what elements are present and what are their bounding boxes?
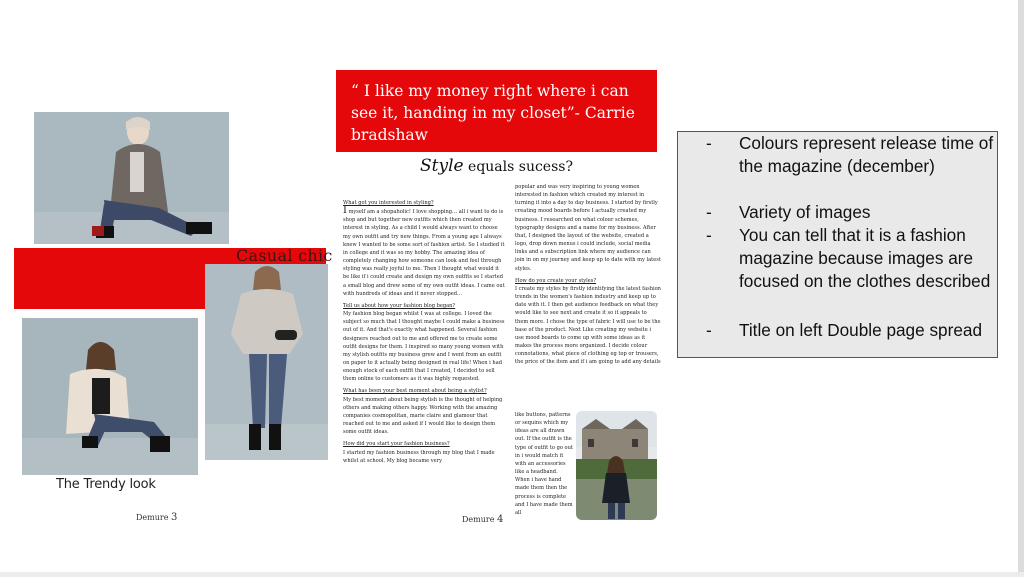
note-text: Variety of images — [739, 202, 871, 222]
pull-quote: “ I like my money right where i can see it, handing in my closet”- Carrie bradshaw — [351, 82, 635, 144]
photo-model-standing-knit — [205, 264, 328, 460]
note-text: Title on left Double page spread — [739, 320, 983, 340]
interview-answer: My fashion blog began whilst I was at college. I loved the subject so much that I thought maybe I could make a business out of it. And that's exactly what happened. Several fashion designers reached out to me and offered me to create some outfit designs for them. I inspired so many young women with my stylish outfits my business grew and I went from an outfit on paper to it actually being designed in real life! When i had enough stock of each outfit that I created, I decided to sell them online to customers as it was highly requested. — [343, 311, 505, 383]
note-text: You can tell that it is a fashion magazine because images are focused on the clothes described — [739, 225, 991, 292]
footer-label: Demure — [136, 513, 169, 522]
bullet-dash: - — [706, 202, 712, 222]
photo-model-sitting-cardigan — [34, 112, 229, 244]
page-number: 3 — [171, 512, 178, 523]
page-footer-right — [462, 514, 503, 525]
interview-question: How do you create your styles? — [515, 277, 597, 284]
bullet-dash: - — [706, 320, 712, 340]
answer-text: myself am a shopaholic! I love shopping… all i want to do is shop and but together new outfits which then created my interest in styling. As a child I would always want to choose my own outfit and try new things. From a young age I always knew I wanted to be some sort of fashion artist. So I studied it in college and it was so my hobby. The amazing idea of completely changing how someone can look and feel through styling was really joyful to me. Then I thought what would it be like if i could create and design my own outfits so I started a small blog and drew some of my own outfit ideas. I came out with hundreds of ideas and it never stopped… — [343, 209, 505, 297]
note-text: Colours represent release time of the magazine (december) — [739, 133, 994, 177]
article-column-2 — [515, 183, 661, 370]
title-italic: Style — [420, 156, 464, 176]
bullet-dash: - — [706, 225, 712, 245]
analysis-notes-box — [677, 131, 998, 358]
interview-question: Tell us about how your fashion blog began? — [343, 302, 456, 309]
photo-model-outdoor-building — [576, 411, 657, 520]
interview-answer: My best moment about being stylish is the thought of helping others and making others happy. Working with the amazing companies cosmopolitan, marie claire and glamour that reached out to me and asked if I would like to design them some outfit ideas. — [343, 396, 503, 436]
article-column-1 — [343, 196, 505, 469]
photo-caption: The Trendy look — [56, 477, 156, 492]
article-title — [336, 156, 657, 176]
window-edge — [1018, 0, 1024, 577]
interview-answer — [343, 207, 505, 298]
title-rest: equals sucess? — [468, 159, 573, 175]
interview-question: What got you interested in styling? — [343, 200, 434, 206]
page-footer-left — [136, 512, 177, 523]
photo-model-sitting-coat — [22, 318, 198, 475]
bottom-divider — [0, 572, 1024, 577]
bullet-dash: - — [706, 133, 712, 153]
footer-label: Demure — [462, 515, 495, 524]
interview-answer: I create my styles by firstly identifying the latest fashion trends in the women's fashion industry and keep up to date with it. I then get audience feedback on what they would like to see next and create it so it appeals to them more. I chose the type of fabric I will use to be the base of the product. Next Like creating my website i use mood boards to come up with some ideas as it makes the process more organized. I decide colour connotations, what piece of clothing eg top or trousers, the price of the item and if i am going to add any details — [515, 285, 661, 366]
article-column-2-continued: like buttons, patterns or sequins which my ideas are all drawn out. If the outfit is the type of outfit to go out in i would match it with an accessories like a headband. When i have hand made them then the process is complete and I have made them all — [515, 412, 573, 516]
drop-cap: I — [343, 205, 347, 217]
interview-answer: I started my fashion business through my blog that I made whilst at school. My blog became very — [343, 449, 495, 464]
interview-question: How did you start your fashion business? — [343, 441, 450, 448]
page-number: 4 — [497, 514, 504, 525]
interview-question: What has been your best moment about being a stylist? — [343, 388, 487, 395]
interview-answer: popular and was very inspiring to young women interested in fashion which created my interest in turning it into a day to day business. I started by firstly creating mood boards before I actually created my business. I researched on what colour schemes, typography designs and a name for my business. After that, I designed the layout of the website, created a logo, drop down menus i could include, social media links and a subscription link where my audience can join in on my journey and keep up to date with my latest styles. — [515, 184, 661, 272]
band-label: Casual chic — [236, 246, 333, 265]
